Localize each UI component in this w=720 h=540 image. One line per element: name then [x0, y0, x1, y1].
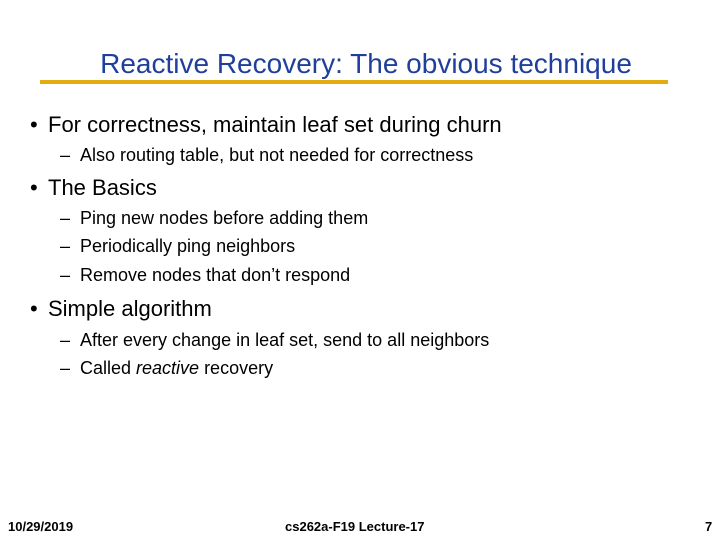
sub-bullet-text: Remove nodes that don’t respond: [80, 265, 351, 285]
sub-bullet-emphasis: reactive: [136, 358, 200, 378]
bullet-glyph: •: [30, 296, 38, 321]
sub-bullet-item: [60, 264, 350, 286]
bullet-text: Simple algorithm: [48, 296, 212, 321]
sub-bullet-text: Also routing table, but not needed for correctness: [80, 145, 474, 165]
dash-glyph: –: [60, 236, 71, 256]
bullet-item: [30, 296, 212, 322]
dash-glyph: –: [60, 145, 71, 165]
dash-glyph: –: [60, 208, 71, 228]
bullet-text: For correctness, maintain leaf set during churn: [48, 112, 502, 137]
bullet-text: The Basics: [48, 175, 157, 200]
dash-glyph: –: [60, 330, 71, 350]
sub-bullet-text-prefix: Called: [80, 358, 137, 378]
sub-bullet-item: [60, 329, 489, 351]
dash-glyph: –: [60, 358, 71, 378]
bullet-glyph: •: [30, 175, 38, 200]
sub-bullet-text: After every change in leaf set, send to all neighbors: [80, 330, 490, 350]
footer-course: cs262a-F19 Lecture-17: [285, 519, 425, 534]
slide-title: Reactive Recovery: The obvious technique: [100, 48, 632, 79]
sub-bullet-item: [60, 207, 368, 229]
sub-bullet-item: [60, 357, 273, 379]
footer-page-number: 7: [705, 519, 713, 534]
sub-bullet-text: Ping new nodes before adding them: [80, 208, 369, 228]
sub-bullet-text: Periodically ping neighbors: [80, 236, 296, 256]
bullet-glyph: •: [30, 112, 38, 137]
sub-bullet-item: [60, 144, 473, 166]
sub-bullet-item: [60, 235, 295, 257]
bullet-item: [30, 112, 502, 138]
dash-glyph: –: [60, 265, 71, 285]
footer-date: 10/29/2019: [8, 519, 74, 534]
sub-bullet-text-suffix: recovery: [199, 358, 274, 378]
bullet-item: [30, 175, 157, 201]
